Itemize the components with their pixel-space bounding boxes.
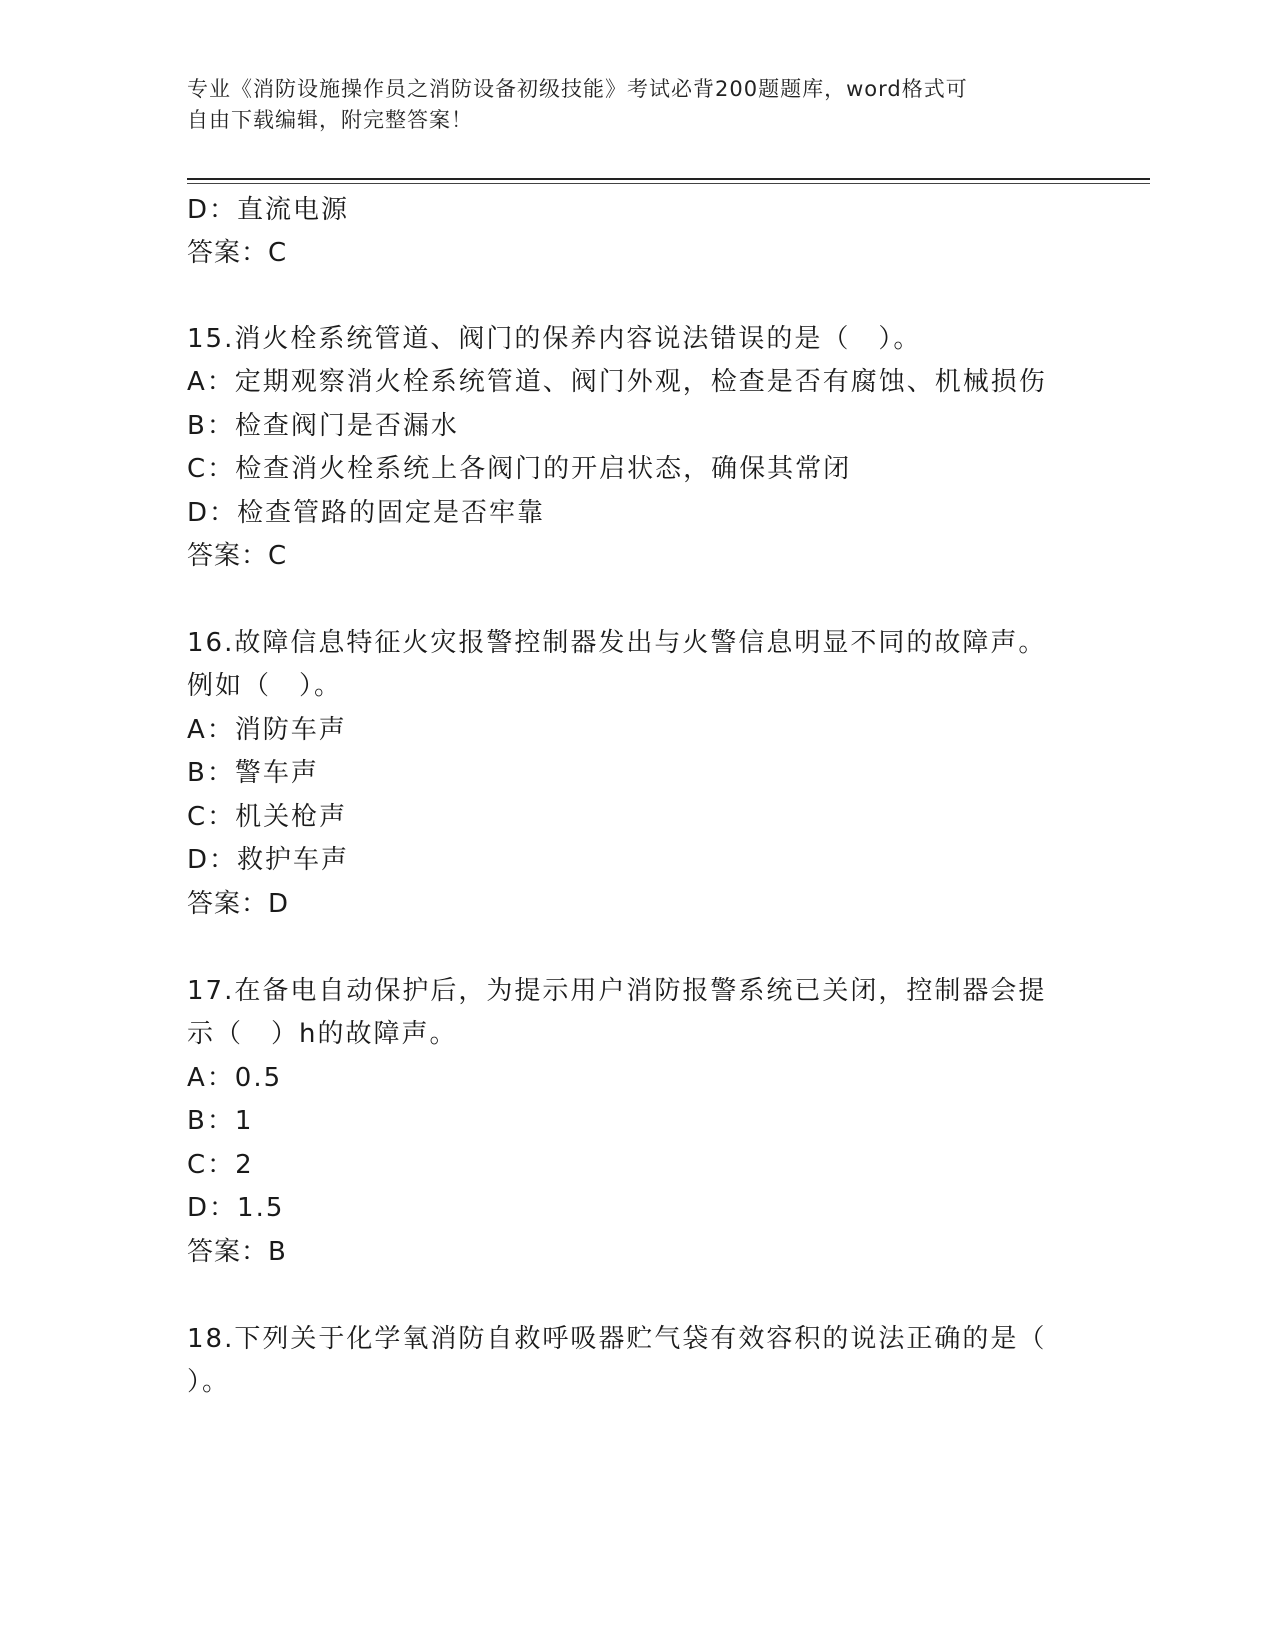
q17-option-a: A：0.5 [187,1063,283,1093]
header-divider-thick [187,178,1150,180]
q16-stem-line-1: 16.故障信息特征火灾报警控制器发出与火警信息明显不同的故障声。 [187,628,1047,658]
header-title-line-2: 自由下载编辑，附完整答案！ [187,108,473,132]
q17-option-d: D：1.5 [187,1193,285,1223]
q16-option-b: B：警车声 [187,758,319,788]
q15-stem: 15.消火栓系统管道、阀门的保养内容说法错误的是（ ）。 [187,324,922,354]
q17-option-b: B：1 [187,1106,254,1136]
q14-option-d: D：直流电源 [187,195,350,225]
header-title-line-1: 专业《消防设施操作员之消防设备初级技能》考试必背200题题库，word格式可 [187,77,968,101]
q18-stem-line-2: ）。 [187,1367,231,1397]
q15-option-c: C：检查消火栓系统上各阀门的开启状态，确保其常闭 [187,454,852,484]
q16-stem-line-2: 例如（ ）。 [187,671,343,701]
q15-option-b: B：检查阀门是否漏水 [187,411,459,441]
q15-option-a: A：定期观察消火栓系统管道、阀门外观，检查是否有腐蚀、机械损伤 [187,367,1047,397]
header-divider-thin [187,183,1150,184]
q17-stem-line-1: 17.在备电自动保护后，为提示用户消防报警系统已关闭，控制器会提 [187,976,1047,1006]
q18-stem-line-1: 18.下列关于化学氧消防自救呼吸器贮气袋有效容积的说法正确的是（ [187,1324,1047,1354]
q17-answer: 答案：B [187,1237,287,1267]
q17-stem-line-2: 示（ ）h的故障声。 [187,1019,458,1049]
q14-answer: 答案：C [187,238,288,268]
q16-option-c: C：机关枪声 [187,802,348,832]
q16-answer: 答案：D [187,889,290,919]
q16-option-d: D：救护车声 [187,845,350,875]
q17-option-c: C：2 [187,1150,254,1180]
q15-answer: 答案：C [187,541,288,571]
q15-option-d: D：检查管路的固定是否牢靠 [187,498,546,528]
page-header [187,74,1067,136]
q16-option-a: A：消防车声 [187,715,347,745]
